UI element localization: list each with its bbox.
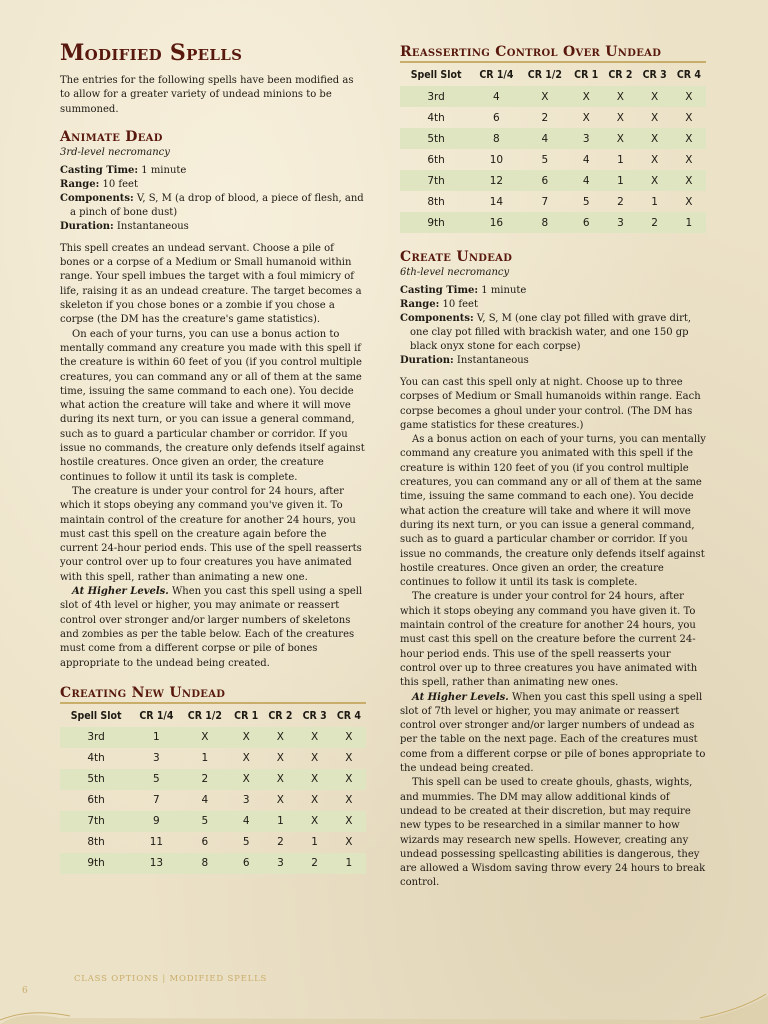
table-title-creating-new-undead: Creating New Undead xyxy=(60,685,366,704)
table-cell: 4 xyxy=(582,153,590,166)
table-cell: 14 xyxy=(489,195,504,208)
table-cell: 1 xyxy=(651,195,658,208)
table-row xyxy=(400,128,706,149)
table-row xyxy=(60,727,366,748)
table-cell: X xyxy=(521,86,569,107)
column-header: CR 2 xyxy=(268,709,293,722)
spell-paragraph: As a bonus action on each of your turns, you can mentally command any creature you animated with this spell if the creature is within 120 feet of you (if you control multiple creatures, you can command any or all of them at the same time, issuing the same command to each one). You decide what action the creature will take and where it will move during its next turn, or you can issue a general command, such as to guard a particular chamber or corridor. If you issue no commands, the creature only defends itself against hostile creatures. Once given an order, the creature continues to follow it until its task is complete. xyxy=(400,434,706,589)
table-cell: 7th xyxy=(400,170,472,191)
table-cell: 6 xyxy=(229,853,263,874)
column-header: CR 2 xyxy=(608,69,633,81)
spell-paragraph: This spell creates an undead servant. Choose a pile of bones or a corpse of a Medium or Small humanoid within range. Your spell imbues the target with a foul mimicry of life, raising it as an undead creature. The target becomes a skeleton if you chose bones or a zombie if you chose a corpse (the DM has the creature's game statistics). xyxy=(60,242,362,326)
table-cell: X xyxy=(569,86,603,107)
table-cell: X xyxy=(229,727,263,748)
spell-properties xyxy=(60,164,366,234)
spell-paragraph: The creature is under your control for 24 hours, after which it stops obeying any command you've given it. To maintain control of the creature for another 24 hours, you must cast this spell on the creature again before the current 24-hour period ends. This use of the spell reasserts your control over up to four creatures you have animated with this spell, rather than animating a new one. xyxy=(60,485,362,583)
table-cell: 9th xyxy=(60,853,132,874)
table-row xyxy=(60,790,366,811)
table-cell: 4 xyxy=(569,170,603,191)
table-cell: 4 xyxy=(229,811,263,832)
table-cell: X xyxy=(603,128,637,149)
table-cell: X xyxy=(672,86,706,107)
table-cell: 5 xyxy=(541,153,549,166)
table-cell: 2 xyxy=(277,836,284,849)
table-cell: X xyxy=(332,769,366,790)
table-cell: 1 xyxy=(311,836,318,849)
table-cell: X xyxy=(181,727,229,748)
table-cell: X xyxy=(345,836,353,849)
reasserting-control-table xyxy=(400,67,706,233)
table-row xyxy=(400,212,706,233)
table-cell: 8 xyxy=(472,128,520,149)
table-cell: 2 xyxy=(298,853,332,874)
table-cell: 3rd xyxy=(400,86,472,107)
table-row xyxy=(400,170,706,191)
table-cell: 6 xyxy=(569,212,603,233)
table-cell: X xyxy=(672,170,706,191)
table-cell: X xyxy=(638,170,672,191)
table-cell: 16 xyxy=(472,212,520,233)
column-header: CR 1/2 xyxy=(527,69,562,81)
table-cell: 8th xyxy=(87,836,105,849)
table-cell: 5 xyxy=(582,195,590,208)
higher-levels-paragraph: At Higher Levels. When you cast this spell using a spell slot of 7th level or higher, you may animate or reassert control over stronger and/or larger numbers of undead as per the table on the next page. Each of the creatures must come from a different corpse or pile of bones appropriate to the undead being created. xyxy=(400,691,706,775)
column-header: CR 3 xyxy=(642,69,667,81)
table-cell: X xyxy=(685,111,693,124)
table-cell: 1 xyxy=(263,811,297,832)
table-row xyxy=(60,769,366,790)
column-header: Spell Slot xyxy=(70,709,122,722)
table-cell: 7 xyxy=(541,195,549,208)
table-cell: X xyxy=(638,86,672,107)
column-header: CR 1/2 xyxy=(187,709,222,722)
table-row xyxy=(400,191,706,212)
table-cell: 10 xyxy=(489,153,504,166)
table-cell: 5th xyxy=(60,769,132,790)
table-cell: 3 xyxy=(603,212,637,233)
table-title-reasserting-control: Reasserting Control Over Undead xyxy=(400,44,706,63)
table-row xyxy=(60,748,366,769)
table-cell: 1 xyxy=(617,153,624,166)
spell-school: 3rd-level necromancy xyxy=(60,146,170,158)
section-title: Modified Spells xyxy=(60,40,243,66)
creating-undead-table xyxy=(60,708,366,874)
duration: Duration: Instantaneous xyxy=(60,220,189,232)
table-cell: 2 xyxy=(541,111,549,124)
table-cell: 6 xyxy=(493,111,500,124)
table-cell: X xyxy=(685,153,693,166)
table-cell: 7 xyxy=(153,794,160,807)
table-row xyxy=(60,811,366,832)
column-header: CR 1/4 xyxy=(479,69,514,81)
duration: Duration: Instantaneous xyxy=(400,355,529,366)
components: Components: V, S, M (a drop of blood, a piece of flesh, and a pinch of bone dust) xyxy=(60,192,364,218)
table-cell: X xyxy=(651,153,659,166)
table-cell: X xyxy=(345,752,353,765)
table-cell: X xyxy=(603,86,637,107)
table-cell: X xyxy=(276,794,284,807)
table-cell: 4 xyxy=(201,794,209,807)
column-header: Spell Slot xyxy=(410,69,462,81)
table-cell: 1 xyxy=(603,170,637,191)
column-header: CR 4 xyxy=(676,69,701,81)
page-corner-ornament xyxy=(0,990,768,1024)
spell-paragraph: On each of your turns, you can use a bonus action to mentally command any creature you made with this spell if the creature is within 60 feet of you (if you control multiple creatures, you can command any or all of them at the same time, issuing the same command to each one). You decide what action the creature will take and where it will move during its next turn, or you can issue a general command, such as to guard a particular chamber or corridor. If you issue no commands, the creature only defends itself against hostile creatures. Once given an order, the creature continues to follow it until its task is complete. xyxy=(60,328,365,483)
table-cell: X xyxy=(263,769,297,790)
table-cell: X xyxy=(672,128,706,149)
table-cell: X xyxy=(332,811,366,832)
components: Components: V, S, M (one clay pot filled with grave dirt, one clay pot filled with brackish water, and one 150 gp black onyx stone for each corpse) xyxy=(400,313,692,352)
table-cell: X xyxy=(298,769,332,790)
table-cell: 4 xyxy=(472,86,520,107)
table-cell: 6th xyxy=(87,794,105,807)
column-header: CR 1/4 xyxy=(139,709,174,722)
spell-name-create-undead: Create Undead xyxy=(400,249,513,265)
table-cell: 1 xyxy=(672,212,706,233)
table-cell: 2 xyxy=(181,769,229,790)
range: Range: 10 feet xyxy=(60,178,138,190)
spell-school: 6th-level necromancy xyxy=(400,267,510,278)
table-cell: 3 xyxy=(263,853,297,874)
table-cell: 9th xyxy=(400,212,472,233)
table-header-row xyxy=(400,67,706,86)
table-cell: 7th xyxy=(60,811,132,832)
table-cell: 4th xyxy=(87,752,105,765)
table-cell: 8 xyxy=(181,853,229,874)
right-column xyxy=(400,40,706,891)
table-cell: X xyxy=(332,727,366,748)
table-cell: 6 xyxy=(521,170,569,191)
spell-paragraph: The creature is under your control for 24 hours, after which it stops obeying any command you have given it. To maintain control of the creature for another 24 hours, you must cast this spell on the creature before the current 24-hour period ends. This use of the spell reasserts your control over up to three creatures you have animated with this spell, rather than animating new ones. xyxy=(400,591,698,689)
table-cell: 11 xyxy=(149,836,164,849)
table-cell: 2 xyxy=(617,195,624,208)
intro-text: The entries for the following spells have been modified as to allow for a greater variety of undead minions to be summoned. xyxy=(60,75,354,115)
table-row xyxy=(60,832,366,853)
table-cell: 3 xyxy=(569,128,603,149)
table-cell: X xyxy=(229,769,263,790)
page-footer: CLASS OPTIONS | MODIFIED SPELLS xyxy=(74,974,268,984)
table-cell: 9 xyxy=(132,811,180,832)
table-cell: X xyxy=(651,111,659,124)
column-header: CR 1 xyxy=(574,69,599,81)
table-cell: X xyxy=(298,811,332,832)
table-cell: 4 xyxy=(521,128,569,149)
left-column xyxy=(60,40,366,874)
table-cell: 12 xyxy=(472,170,520,191)
table-cell: 5 xyxy=(132,769,180,790)
table-cell: 1 xyxy=(332,853,366,874)
table-cell: X xyxy=(582,111,590,124)
table-cell: 5 xyxy=(242,836,250,849)
spell-paragraph: This spell can be used to create ghouls, ghasts, wights, and mummies. The DM may allow additional kinds of undead to be created at their discretion, but may require new types to be researched in a similar manner to how wizards may research new spells. However, creating any undead possessing spellcasting abilities is dangerous, they are allowed a Wisdom saving throw every 24 hours to break control. xyxy=(400,777,706,889)
table-cell: 4th xyxy=(427,111,445,124)
casting-time: Casting Time: 1 minute xyxy=(60,164,187,176)
page-number: 6 xyxy=(22,986,28,996)
table-cell: X xyxy=(298,727,332,748)
table-cell: 5th xyxy=(400,128,472,149)
table-cell: 8 xyxy=(521,212,569,233)
table-cell: X xyxy=(311,752,319,765)
table-cell: X xyxy=(242,752,250,765)
table-cell: 6 xyxy=(201,836,209,849)
table-row xyxy=(400,86,706,107)
higher-levels-paragraph: At Higher Levels. When you cast this spell using a spell slot of 4th level or higher, you may animate or reassert control over stronger and/or larger numbers of skeletons and zombies as per the table below. Each of the creatures must come from a different corpse or pile of bones appropriate to the undead being created. xyxy=(60,586,363,669)
table-cell: 3 xyxy=(242,794,250,807)
table-cell: 3 xyxy=(153,752,160,765)
table-cell: X xyxy=(638,128,672,149)
table-cell: X xyxy=(276,752,284,765)
table-row xyxy=(400,149,706,170)
table-cell: X xyxy=(345,794,353,807)
table-cell: X xyxy=(685,195,693,208)
table-cell: 13 xyxy=(132,853,180,874)
spell-name-animate-dead: Animate Dead xyxy=(60,128,163,145)
table-cell: 3rd xyxy=(60,727,132,748)
table-cell: 1 xyxy=(201,752,209,765)
table-cell: 5 xyxy=(181,811,229,832)
table-row xyxy=(60,853,366,874)
column-header: CR 3 xyxy=(302,709,327,722)
table-cell: 8th xyxy=(427,195,445,208)
table-header-row xyxy=(60,708,366,727)
table-cell: X xyxy=(263,727,297,748)
table-cell: X xyxy=(311,794,319,807)
table-row xyxy=(400,107,706,128)
table-cell: X xyxy=(616,111,624,124)
table-cell: 1 xyxy=(132,727,180,748)
spell-paragraph: You can cast this spell only at night. Choose up to three corpses of Medium or Small humanoids within range. Each corpse becomes a ghoul under your control. (The DM has game statistics for these creatures.) xyxy=(400,377,701,431)
range: Range: 10 feet xyxy=(400,299,478,310)
table-cell: 6th xyxy=(427,153,445,166)
spell-properties xyxy=(400,284,706,368)
table-cell: 2 xyxy=(638,212,672,233)
casting-time: Casting Time: 1 minute xyxy=(400,285,527,296)
column-header: CR 1 xyxy=(234,709,259,722)
column-header: CR 4 xyxy=(336,709,361,722)
